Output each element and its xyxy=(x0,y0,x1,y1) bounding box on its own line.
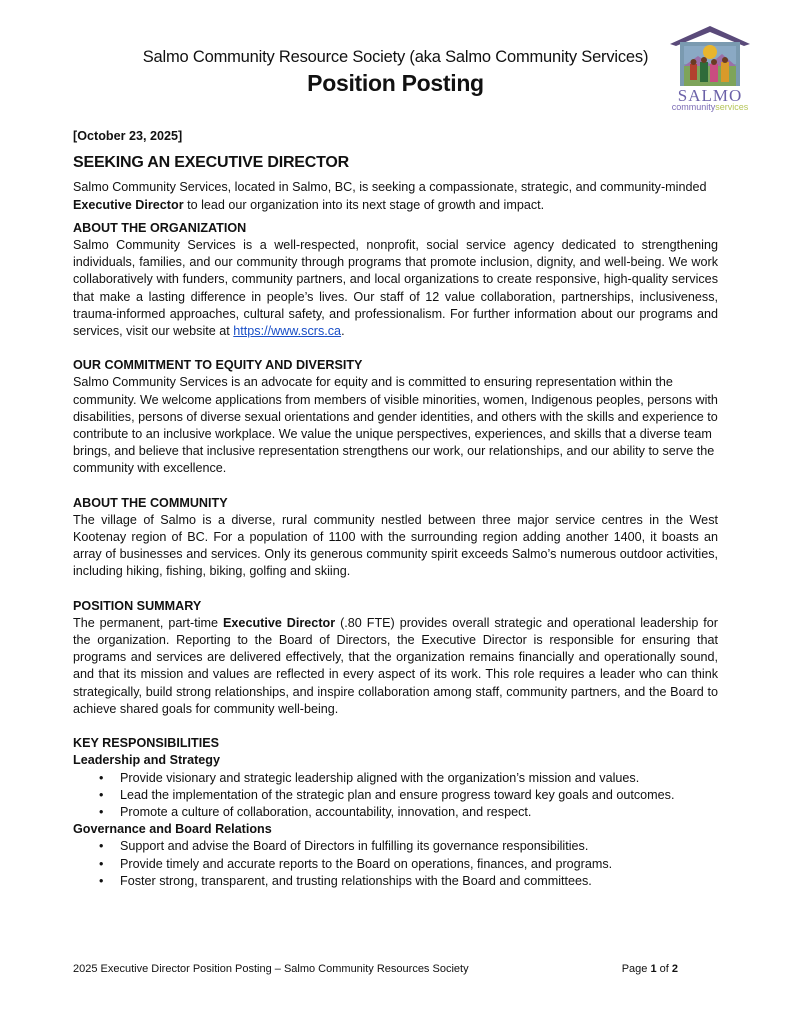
organization-period: . xyxy=(341,324,345,339)
list-item xyxy=(73,804,718,821)
intro-text-end: to lead our organization into its next stage of growth and impact. xyxy=(183,197,545,212)
page-of: of xyxy=(656,963,672,975)
organization-name: Salmo Community Resource Society (aka Salmo Community Services) xyxy=(142,48,649,66)
intro-text: Salmo Community Services, located in Salmo, BC, is seeking a compassionate, strategic, and community-minded xyxy=(73,180,707,195)
summary-text-end: (.80 FTE) provides overall strategic and operational leadership for the organization. Reporting to the Board of Directors, the Executive Director is responsible for ensuring that programs and services are delivered effectively, that the organization remains financially and operationally sound, and that its mission and values are reflected in every aspect of its work. This role requires a leader who can think strategically, build strong relationships, and inspire collaboration among staff, community partners, and the Board to achieve shared goals for community well-being. xyxy=(73,615,718,716)
list-item xyxy=(73,838,718,855)
bullet-icon: • xyxy=(99,856,104,871)
footer-title: 2025 Executive Director Position Posting – Salmo Community Resources Society xyxy=(73,963,469,975)
intro-bold: Executive Director xyxy=(73,197,184,212)
bullet-icon: • xyxy=(99,770,104,785)
section-heading-equity: OUR COMMITMENT TO EQUITY AND DIVERSITY xyxy=(73,358,363,373)
page-title: Position Posting xyxy=(307,70,484,96)
community-paragraph: The village of Salmo is a diverse, rural community nestled between three major service centres in the West Kootenay region of BC. For a population of 1100 with the surrounding region adding another 1400, it boasts an array of businesses and services. Only its generous community spirit exceeds Salmo’s numerous outdoor activities, including hiking, fishing, biking, golfing and skiing. xyxy=(73,512,718,579)
page-number xyxy=(622,963,678,975)
page-footer xyxy=(73,963,718,975)
section-heading-responsibilities: KEY RESPONSIBILITIES xyxy=(73,736,220,751)
summary-paragraph xyxy=(73,615,718,718)
house-family-illustration-icon xyxy=(662,22,758,112)
bullet-icon: • xyxy=(99,804,104,819)
list-item-text: Support and advise the Board of Directors in fulfilling its governance responsibilities. xyxy=(120,839,589,854)
section-heading-summary: POSITION SUMMARY xyxy=(73,598,202,613)
document-body xyxy=(73,128,718,890)
organization-paragraph xyxy=(73,237,718,340)
organization-text: Salmo Community Services is a well-respected, nonprofit, social service agency dedicated to strengthening individuals, families, and our community through programs that promote inclusion, dignity, and well-being. We work collaboratively with funders, community partners, and local organizations to create responsive, high-quality services that make a lasting difference in people’s lives. Our staff of 12 value collaboration, partnerships, inclusiveness, trauma-informed approaches, cultural safety, and professionalism. For further information about our programs and services, visit our website at xyxy=(73,238,718,339)
page-label: Page xyxy=(621,963,651,975)
list-item-text: Provide timely and accurate reports to the Board on operations, finances, and programs. xyxy=(120,856,613,871)
summary-text: The permanent, part-time xyxy=(73,615,224,630)
posting-date: [October 23, 2025] xyxy=(73,129,183,143)
list-item-text: Lead the implementation of the strategic plan and ensure progress toward key goals and outcomes. xyxy=(120,787,675,802)
leadership-list xyxy=(73,770,718,822)
governance-list xyxy=(73,838,718,890)
section-heading-organization: ABOUT THE ORGANIZATION xyxy=(73,220,247,235)
bullet-icon: • xyxy=(99,873,104,888)
intro-paragraph xyxy=(73,179,718,213)
bullet-icon: • xyxy=(99,787,104,802)
svg-text:communityservices: communityservices xyxy=(671,102,749,112)
subheading-governance: Governance and Board Relations xyxy=(73,822,272,837)
list-item-text: Provide visionary and strategic leadership aligned with the organization’s mission and values. xyxy=(120,770,640,785)
summary-bold: Executive Director xyxy=(223,615,336,630)
list-item xyxy=(73,873,718,890)
page-current: 1 xyxy=(650,963,657,975)
list-item xyxy=(73,770,718,787)
equity-paragraph: Salmo Community Services is an advocate for equity and is committed to ensuring representation within the community. We welcome applications from members of visible minorities, women, Indigenous peoples, persons with disabilities, persons of diverse sexual orientations and gender identities, and others with the skills and experience to contribute to an inclusive workplace. We value the unique perspectives, experiences, and skills that a diverse team brings, and believe that inclusive representation strengthens our work, our relationships, and our ability to serve the community with excellence. xyxy=(73,375,718,476)
subheading-leadership: Leadership and Strategy xyxy=(73,753,220,768)
list-item xyxy=(73,856,718,873)
page-total: 2 xyxy=(671,963,678,975)
bullet-icon: • xyxy=(99,839,104,854)
website-link[interactable]: https://www.scrs.ca xyxy=(233,324,342,339)
main-heading: SEEKING AN EXECUTIVE DIRECTOR xyxy=(73,154,350,172)
svg-text:SALMO: SALMO xyxy=(677,86,743,105)
salmo-logo xyxy=(662,22,758,112)
list-item-text: Promote a culture of collaboration, accountability, innovation, and respect. xyxy=(120,804,532,819)
list-item xyxy=(73,787,718,804)
section-heading-community: ABOUT THE COMMUNITY xyxy=(73,495,228,510)
list-item-text: Foster strong, transparent, and trusting relationships with the Board and committees. xyxy=(120,873,592,888)
